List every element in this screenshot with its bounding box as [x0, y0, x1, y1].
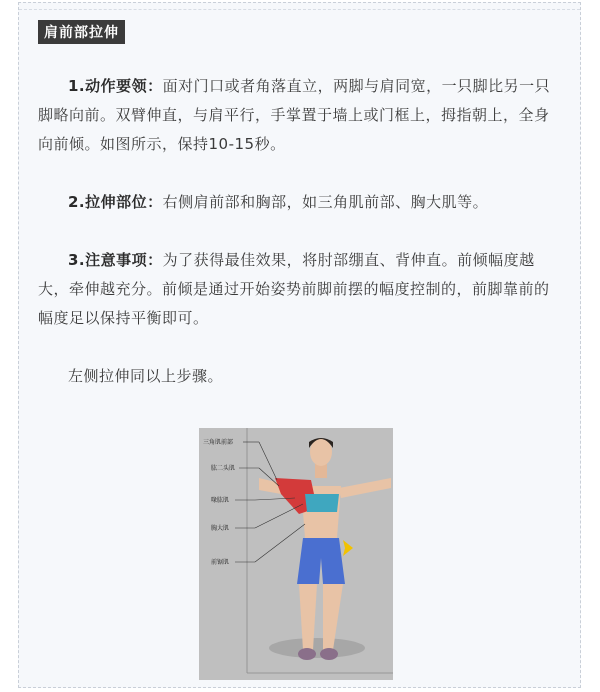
floor-shadow — [269, 638, 365, 658]
figure-label-serratus: 前锯肌 — [211, 559, 230, 566]
paragraph-label: 3.注意事项： — [68, 251, 163, 269]
paragraph-label: 2.拉伸部位： — [68, 193, 163, 211]
paragraph-text: 左侧拉伸同以上步骤。 — [68, 367, 224, 385]
top-dashed-line — [19, 9, 580, 10]
left-shoe — [298, 648, 316, 660]
sports-top — [305, 494, 339, 512]
paragraph-label: 1.动作要领： — [68, 77, 163, 95]
paragraph-text: 面对门口或者角落直立，两脚与肩同宽，一只脚比另一只脚略向前。双臂伸直，与肩平行，手掌置于墙上或门框上，拇指朝上，全身向前倾。如图所示，保持10-15秒。 — [38, 77, 551, 153]
paragraph-stretch-area — [38, 188, 558, 217]
paragraph-action-essentials — [38, 72, 558, 159]
section-title: 肩前部拉伸 — [38, 20, 125, 44]
paragraph-notes — [38, 246, 558, 333]
paragraph-text: 为了获得最佳效果，将肘部绷直、背伸直。前倾幅度越大，牵伸越充分。前倾是通过开始姿势前脚前摆的幅度控制的，前脚靠前的幅度足以保持平衡即可。 — [38, 251, 550, 327]
stretch-illustration — [199, 428, 393, 680]
paragraph-text: 右侧肩前部和胸部，如三角肌前部、胸大肌等。 — [162, 193, 489, 211]
figure-label-coracobrachialis: 喙肱肌 — [211, 497, 230, 504]
figure-label-deltoid: 三角肌前部 — [203, 439, 234, 446]
neck — [315, 464, 327, 478]
figure-label-biceps: 肱二头肌 — [211, 465, 236, 472]
anatomy-figure-svg — [199, 428, 393, 680]
paragraph-left-side — [38, 362, 558, 391]
figure-label-pectoralis: 胸大肌 — [211, 525, 230, 532]
right-shoe — [320, 648, 338, 660]
